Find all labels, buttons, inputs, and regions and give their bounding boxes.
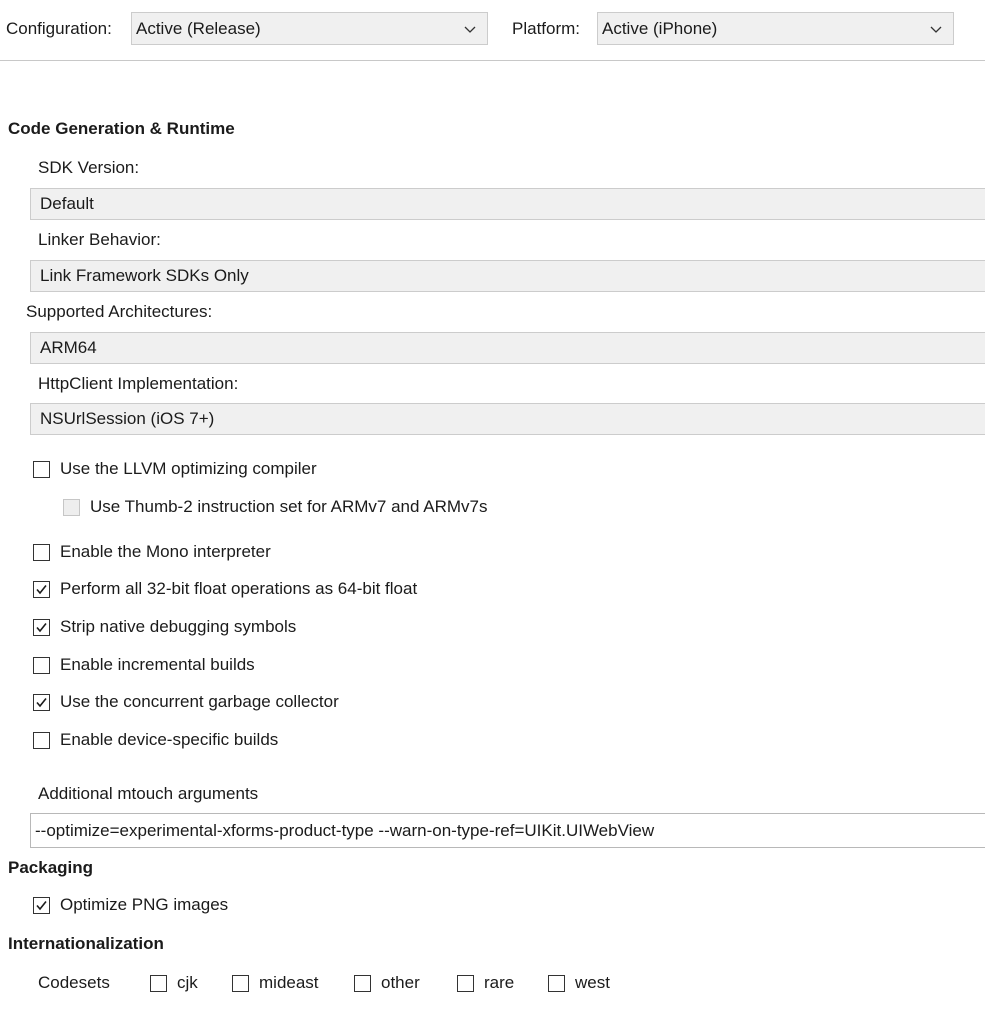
platform-label: Platform: <box>512 19 581 38</box>
supported-architectures-select[interactable] <box>30 332 985 364</box>
codeset-cjk-checkbox[interactable] <box>150 975 167 992</box>
linker-behavior-select[interactable] <box>30 260 985 292</box>
codeset-mideast-option[interactable] <box>232 972 319 994</box>
thumb2-option <box>63 496 487 518</box>
internationalization-section-title: Internationalization <box>8 934 164 953</box>
mtouch-arguments-label: Additional mtouch arguments <box>38 784 259 803</box>
mono-interpreter-checkbox[interactable] <box>33 544 50 561</box>
optimize-png-label: Optimize PNG images <box>60 895 229 914</box>
configuration-value: Active (Release) <box>136 18 261 38</box>
supported-architectures-label: Supported Architectures: <box>26 302 213 321</box>
configuration-label: Configuration: <box>6 19 112 38</box>
strip-debug-symbols-checkbox[interactable] <box>33 619 50 636</box>
codeset-mideast-label: mideast <box>259 973 319 992</box>
codeset-west-label: west <box>575 973 610 992</box>
strip-debug-symbols-label: Strip native debugging symbols <box>60 617 297 636</box>
platform-value: Active (iPhone) <box>602 18 718 38</box>
code-generation-section-title: Code Generation & Runtime <box>8 119 235 138</box>
float32-as-64-option[interactable] <box>33 578 417 600</box>
codeset-other-label: other <box>381 973 420 992</box>
sdk-version-label: SDK Version: <box>38 158 140 177</box>
sdk-version-select[interactable] <box>30 188 985 220</box>
codeset-cjk-label: cjk <box>177 973 198 992</box>
httpclient-implementation-label: HttpClient Implementation: <box>38 374 239 393</box>
incremental-builds-label: Enable incremental builds <box>60 655 255 674</box>
llvm-compiler-checkbox[interactable] <box>33 461 50 478</box>
linker-behavior-label: Linker Behavior: <box>38 230 161 249</box>
optimize-png-option[interactable] <box>33 894 228 916</box>
linker-behavior-value: Link Framework SDKs Only <box>40 266 249 285</box>
codeset-west-option[interactable] <box>548 972 610 994</box>
header-divider <box>0 60 985 61</box>
codesets-label: Codesets <box>38 973 110 992</box>
optimize-png-checkbox[interactable] <box>33 897 50 914</box>
concurrent-gc-label: Use the concurrent garbage collector <box>60 692 339 711</box>
sdk-version-value: Default <box>40 194 94 213</box>
mtouch-arguments-input[interactable] <box>30 813 985 848</box>
llvm-compiler-option[interactable] <box>33 458 317 480</box>
codeset-rare-checkbox[interactable] <box>457 975 474 992</box>
httpclient-implementation-select[interactable] <box>30 403 985 435</box>
float32-as-64-checkbox[interactable] <box>33 581 50 598</box>
mono-interpreter-option[interactable] <box>33 541 271 563</box>
incremental-builds-option[interactable] <box>33 654 255 676</box>
device-specific-builds-checkbox[interactable] <box>33 732 50 749</box>
checkmark-icon <box>35 621 48 634</box>
mtouch-arguments-value: --optimize=experimental-xforms-product-type --warn-on-type-ref=UIKit.UIWebView <box>35 820 655 840</box>
httpclient-implementation-value: NSUrlSession (iOS 7+) <box>40 409 215 428</box>
codeset-west-checkbox[interactable] <box>548 975 565 992</box>
checkmark-icon <box>35 583 48 596</box>
packaging-section-title: Packaging <box>8 858 94 877</box>
codeset-cjk-option[interactable] <box>150 972 198 994</box>
chevron-down-icon <box>463 24 477 34</box>
llvm-compiler-label: Use the LLVM optimizing compiler <box>60 459 317 478</box>
mono-interpreter-label: Enable the Mono interpreter <box>60 542 271 561</box>
codeset-rare-option[interactable] <box>457 972 514 994</box>
strip-debug-symbols-option[interactable] <box>33 616 296 638</box>
device-specific-builds-option[interactable] <box>33 729 278 751</box>
supported-architectures-value: ARM64 <box>40 338 97 357</box>
incremental-builds-checkbox[interactable] <box>33 657 50 674</box>
chevron-down-icon <box>929 24 943 34</box>
concurrent-gc-option[interactable] <box>33 691 339 713</box>
configuration-dropdown[interactable] <box>131 12 488 45</box>
thumb2-label: Use Thumb-2 instruction set for ARMv7 and ARMv7s <box>90 497 488 516</box>
checkmark-icon <box>35 696 48 709</box>
thumb2-checkbox <box>63 499 80 516</box>
device-specific-builds-label: Enable device-specific builds <box>60 730 279 749</box>
concurrent-gc-checkbox[interactable] <box>33 694 50 711</box>
float32-as-64-label: Perform all 32-bit float operations as 64-bit float <box>60 579 418 598</box>
codeset-mideast-checkbox[interactable] <box>232 975 249 992</box>
codeset-other-option[interactable] <box>354 972 420 994</box>
checkmark-icon <box>35 899 48 912</box>
codeset-other-checkbox[interactable] <box>354 975 371 992</box>
codeset-rare-label: rare <box>484 973 515 992</box>
platform-dropdown[interactable] <box>597 12 954 45</box>
